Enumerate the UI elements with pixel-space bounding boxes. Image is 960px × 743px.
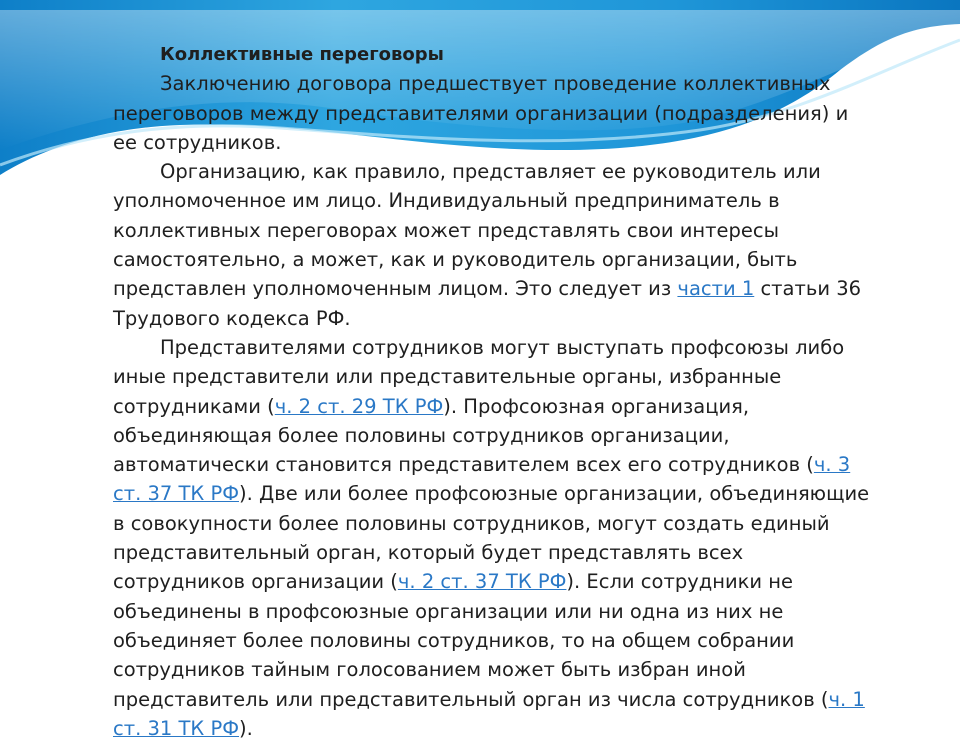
paragraph-text: ). [239,716,253,740]
document-body [113,40,873,743]
law-link-art-37-part-3[interactable]: ч. 3 ст. 37 ТК РФ [113,453,851,506]
paragraph-text: ). Две или более профсоюзные организации, объединяющие в совокупности более половины сотрудников, могут создать единый представительный орган, который будет представлять всех сотрудников организации ( [113,482,870,594]
paragraph-employee-representatives [113,333,873,743]
paragraph-text: Представителями сотрудников могут выступать профсоюзы либо иные представители или представительные органы, избранные сотрудниками ( [113,335,845,418]
paragraph-text: Организацию, как правило, представляет ее руководитель или уполномоченное им лицо. Индивидуальный предприниматель в коллективных переговорах может представлять свои интересы самостоятельно, а может, как и руководитель организации, быть представлен уполномоченным лицом. Это следует из [113,160,821,301]
law-link-art-31[interactable]: ч. 1 ст. 31 ТК РФ [113,687,865,740]
paragraph-text: ). Профсоюзная организация, объединяющая более половины сотрудников организации, автоматически становится представителем всех его сотрудников ( [113,394,814,477]
section-heading: Коллективные переговоры [160,44,444,65]
paragraph-text: ). Если сотрудники не объединены в профсоюзные организации или ни одна из них не объединяет более половины сотрудников, то на общем собрании сотрудников тайным голосованием может быть избран иной представитель или представительный орган из числа сотрудников ( [113,570,829,711]
paragraph-organization-representative [113,157,873,333]
paragraph-negotiations-intro: Заключению договора предшествует проведение коллективных переговоров между представителями организации (подразделения) и ее сотрудников. [113,72,849,154]
law-link-art-29[interactable]: ч. 2 ст. 29 ТК РФ [274,394,444,418]
law-link-part-1[interactable]: части 1 [677,277,755,301]
law-link-art-37-part-2[interactable]: ч. 2 ст. 37 ТК РФ [397,570,567,594]
paragraph-text: статьи 36 Трудового кодекса РФ. [113,277,862,330]
